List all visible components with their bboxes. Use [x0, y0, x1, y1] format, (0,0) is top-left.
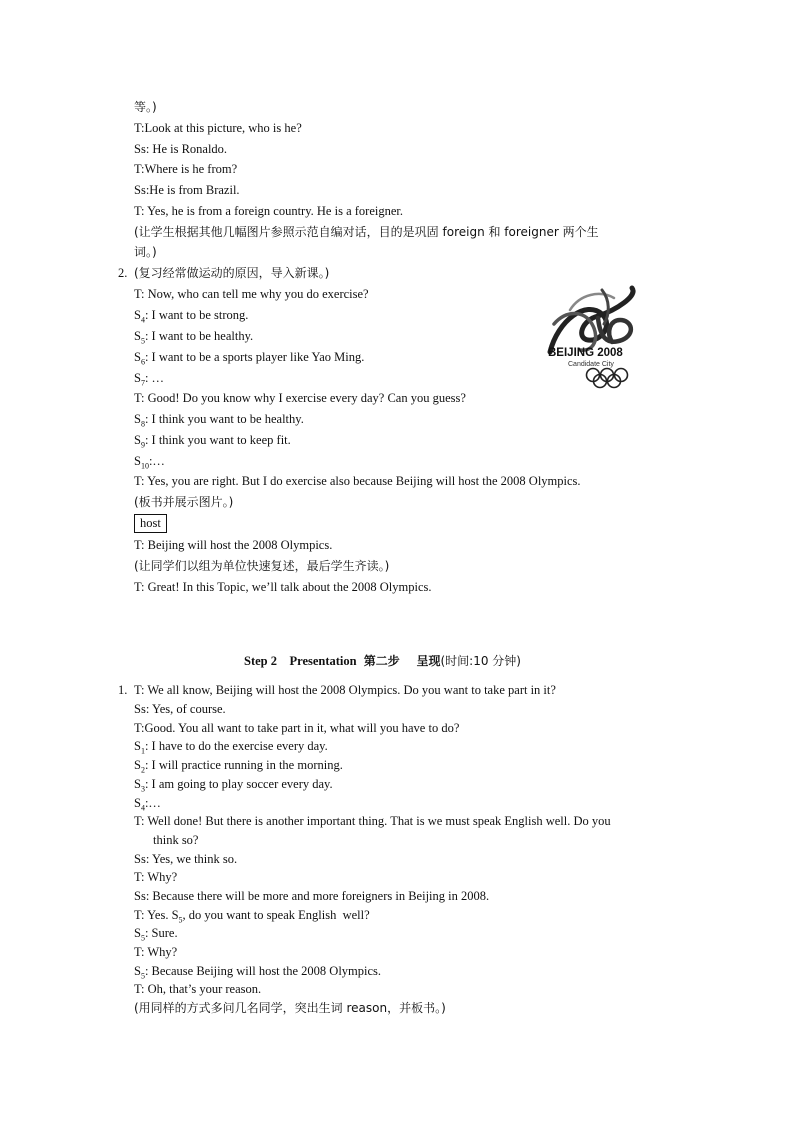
- intro-line-8: 词。): [134, 245, 157, 259]
- item-2-note-1: (板书并展示图片。): [134, 495, 234, 509]
- intro-line-2: T:Look at this picture, who is he?: [134, 121, 302, 135]
- item-2-student-7: $S_7$: …: [134, 371, 165, 388]
- item-1-teacher-line-2: T:Good. You all want to take part in it, what will you have to do?: [134, 721, 460, 735]
- item-1-student-5-line-2: $S_5$: Because Beijing will host the 2008 Olympics.: [134, 964, 382, 981]
- item-1-ss-line-2: Ss: Yes, we think so.: [134, 852, 238, 866]
- item-2-teacher-line-3: T: Yes, you are right. But I do exercise also because Beijing will host the 2008 Olympics.: [134, 474, 581, 488]
- olympic-logo-graphic: [540, 280, 650, 395]
- item-1-note: (用同样的方式多问几名同学，突出生词 reason，并板书。): [134, 1001, 446, 1015]
- item-2-student-9: $S_9$: I think you want to keep fit.: [134, 433, 291, 450]
- item-1-teacher-line-5: T: Yes. $S_5$, do you want to speak English well?: [134, 908, 370, 925]
- intro-line-5: Ss:He is from Brazil.: [134, 183, 240, 197]
- item-1-student-5-line-1: $S_5$: Sure.: [134, 926, 178, 943]
- item-1-student-4: $S_4:\dots$: [134, 796, 161, 813]
- item-2-student-4: $S_4$: I want to be strong.: [134, 308, 249, 325]
- boxed-word-text: host: [134, 514, 167, 533]
- item-2-student-8: $S_8$: I think you want to be healthy.: [134, 412, 304, 429]
- intro-line-3: Ss: He is Ronaldo.: [134, 142, 228, 156]
- item-2-number: 2.: [118, 266, 128, 280]
- item-1-teacher-line-3b: think so?: [153, 833, 199, 847]
- item-2-note-2: (让同学们以组为单位快速复述，最后学生齐读。): [134, 559, 390, 573]
- item-2-student-6: $S_6$: I want to be a sports player like Yao Ming.: [134, 350, 365, 367]
- item-2-student-5: $S_5$: I want to be healthy.: [134, 329, 254, 346]
- item-1-ss-line-1: Ss: Yes, of course.: [134, 702, 226, 716]
- intro-line-6: T: Yes, he is from a foreign country. He is a foreigner.: [134, 204, 403, 218]
- item-1-teacher-line-6: T: Why?: [134, 945, 178, 959]
- item-1-student-2: $S_2$: I will practice running in the morning.: [134, 758, 343, 775]
- item-1-number: 1.: [118, 683, 128, 697]
- item-1-teacher-line-4: T: Why?: [134, 870, 178, 884]
- beijing-2008-logo: [540, 280, 650, 395]
- item-2-teacher-line-2: T: Good! Do you know why I exercise every day? Can you guess?: [134, 391, 466, 405]
- step-2-label: Step 2 Presentation: [244, 654, 357, 668]
- boxed-word-host: [134, 515, 167, 531]
- intro-line-1: 等。): [134, 100, 157, 114]
- logo-title: BEIJING 2008: [548, 347, 623, 359]
- item-1-teacher-line-3a: T: Well done! But there is another important thing. That is we must speak English well. Do you: [134, 814, 611, 828]
- step-2-time: (时间:10 分钟): [440, 654, 521, 668]
- item-2-heading: (复习经常做运动的原因，导入新课。): [134, 266, 330, 280]
- item-2-teacher-line-4: T: Beijing will host the 2008 Olympics.: [134, 538, 333, 552]
- olympic-rings-icon: [587, 369, 628, 388]
- step-2-heading: [244, 653, 521, 669]
- item-1-student-1: $S_1$: I have to do the exercise every day.: [134, 739, 328, 756]
- item-2-teacher-line-1: T: Now, who can tell me why you do exercise?: [134, 287, 369, 301]
- item-2-teacher-line-5: T: Great! In this Topic, we’ll talk about the 2008 Olympics.: [134, 580, 432, 594]
- item-1-student-3: $S_3$: I am going to play soccer every day.: [134, 777, 333, 794]
- logo-subtitle: Candidate City: [568, 361, 614, 368]
- item-1-teacher-line-7: T: Oh, that’s your reason.: [134, 982, 262, 996]
- step-2-cn-label: 第二步 呈现: [363, 654, 441, 668]
- item-1-ss-line-3: Ss: Because there will be more and more foreigners in Beijing in 2008.: [134, 889, 490, 903]
- intro-line-4: T:Where is he from?: [134, 162, 238, 176]
- intro-line-7: (让学生根据其他几幅图片参照示范自编对话，目的是巩固 foreign 和 foreigner 两个生: [134, 225, 599, 239]
- item-2-student-10: $S_{10}:\dots$: [134, 454, 165, 471]
- item-1-teacher-line-1: T: We all know, Beijing will host the 2008 Olympics. Do you want to take part in it?: [134, 683, 556, 697]
